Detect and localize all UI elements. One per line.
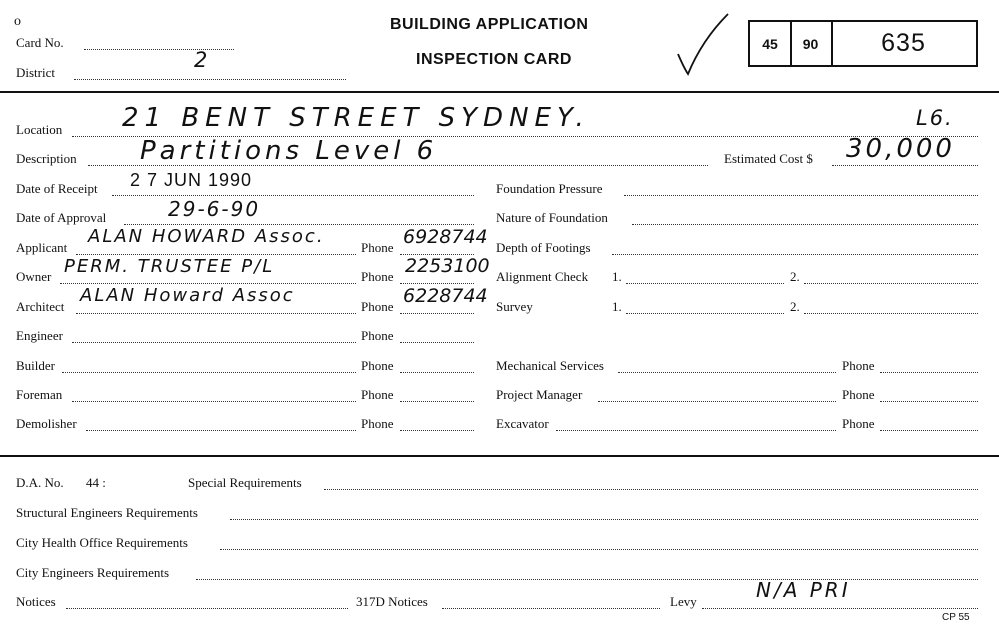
applicant-value: ALAN HOWARD Assoc. (88, 226, 325, 247)
survey-label: Survey (496, 299, 533, 314)
excavator-phone-field[interactable] (880, 430, 978, 431)
foundation-pressure-label: Foundation Pressure (496, 181, 603, 196)
approval-field[interactable] (124, 224, 474, 225)
applicant-label: Applicant (16, 240, 68, 255)
health-requirements-label: City Health Office Requirements (16, 535, 188, 550)
foreman-phone-field[interactable] (400, 401, 474, 402)
levy-label: Levy (670, 594, 697, 609)
reference-box (748, 20, 978, 67)
project-manager-label: Project Manager (496, 387, 583, 402)
title-line-1: BUILDING APPLICATION (390, 16, 589, 33)
survey-field-2[interactable] (804, 313, 978, 314)
ref-cell-1: 45 (750, 22, 792, 65)
project-manager-field[interactable] (598, 401, 836, 402)
owner-phone-field[interactable] (400, 283, 474, 284)
foreman-label: Foreman (16, 387, 63, 402)
da-value: 44 : (86, 475, 106, 490)
middle-rule (0, 455, 999, 457)
survey-num-1: 1. (612, 299, 622, 314)
foreman-phone-label: Phone (361, 387, 394, 402)
builder-label: Builder (16, 358, 55, 373)
foreman-field[interactable] (72, 401, 356, 402)
estimated-cost-field[interactable] (832, 165, 978, 166)
approval-label: Date of Approval (16, 210, 107, 225)
builder-phone-label: Phone (361, 358, 394, 373)
engineer-field[interactable] (72, 342, 356, 343)
location-value: 21 BENT STREET SYDNEY. (122, 103, 590, 133)
demolisher-phone-label: Phone (361, 416, 394, 431)
architect-value: ALAN Howard Assoc (80, 285, 295, 306)
alignment-check-num-2: 2. (790, 269, 800, 284)
excavator-field[interactable] (556, 430, 836, 431)
city-engineers-requirements-label: City Engineers Requirements (16, 565, 170, 580)
da-label: D.A. No. (16, 475, 64, 490)
owner-value: PERM. TRUSTEE P/L (64, 256, 275, 277)
card-no-label: Card No. (16, 35, 64, 50)
mechanical-label: Mechanical Services (496, 358, 604, 373)
levy-value: N/A PRI (756, 578, 851, 602)
builder-field[interactable] (62, 372, 356, 373)
top-rule (0, 91, 999, 93)
architect-phone-label: Phone (361, 299, 394, 314)
demolisher-field[interactable] (86, 430, 356, 431)
demolisher-phone-field[interactable] (400, 430, 474, 431)
alignment-check-field-2[interactable] (804, 283, 978, 284)
receipt-label: Date of Receipt (16, 181, 98, 196)
form-code: CP 55 (942, 612, 970, 623)
estimated-cost-label: Estimated Cost $ (724, 151, 813, 166)
owner-field[interactable] (60, 283, 356, 284)
engineer-phone-field[interactable] (400, 342, 474, 343)
applicant-field[interactable] (76, 254, 356, 255)
engineer-phone-label: Phone (361, 328, 394, 343)
survey-field-1[interactable] (626, 313, 784, 314)
depth-footings-label: Depth of Footings (496, 240, 591, 255)
structural-requirements-field[interactable] (230, 519, 978, 520)
city-engineers-requirements-field[interactable] (196, 579, 978, 580)
receipt-stamp: 2 7 JUN 1990 (130, 170, 253, 190)
depth-footings-field[interactable] (612, 254, 978, 255)
card-no-field[interactable] (84, 49, 234, 50)
title-line-2: INSPECTION CARD (416, 51, 572, 68)
location-extra: L6. (916, 106, 954, 130)
foundation-pressure-field[interactable] (624, 195, 978, 196)
notices-317d-label: 317D Notices (356, 594, 428, 609)
special-requirements-label: Special Requirements (188, 475, 302, 490)
approval-value: 29-6-90 (168, 197, 261, 221)
ref-cell-2: 90 (790, 22, 833, 65)
alignment-check-label: Alignment Check (496, 269, 589, 284)
owner-phone-value: 2253100 (405, 255, 490, 277)
district-field[interactable] (74, 79, 346, 80)
demolisher-label: Demolisher (16, 416, 77, 431)
architect-phone-field[interactable] (400, 313, 474, 314)
notices-field[interactable] (66, 608, 348, 609)
builder-phone-field[interactable] (400, 372, 474, 373)
nature-foundation-field[interactable] (632, 224, 978, 225)
corner-mark: o (14, 14, 21, 29)
structural-requirements-label: Structural Engineers Requirements (16, 505, 198, 520)
ref-cell-number: 635 (881, 29, 926, 57)
district-label: District (16, 65, 55, 80)
receipt-field[interactable] (112, 195, 474, 196)
architect-field[interactable] (76, 313, 356, 314)
mechanical-field[interactable] (618, 372, 836, 373)
levy-field[interactable] (702, 608, 978, 609)
applicant-phone-value: 6928744 (403, 226, 488, 248)
check-mark-icon (672, 10, 732, 82)
survey-num-2: 2. (790, 299, 800, 314)
engineer-label: Engineer (16, 328, 63, 343)
alignment-check-num-1: 1. (612, 269, 622, 284)
project-manager-phone-label: Phone (842, 387, 875, 402)
district-value: 2 (194, 48, 210, 72)
mechanical-phone-field[interactable] (880, 372, 978, 373)
alignment-check-field-1[interactable] (626, 283, 784, 284)
applicant-phone-label: Phone (361, 240, 394, 255)
description-value: Partitions Level 6 (140, 136, 438, 166)
description-label: Description (16, 151, 77, 166)
excavator-phone-label: Phone (842, 416, 875, 431)
notices-label: Notices (16, 594, 56, 609)
owner-label: Owner (16, 269, 52, 284)
owner-phone-label: Phone (361, 269, 394, 284)
mechanical-phone-label: Phone (842, 358, 875, 373)
health-requirements-field[interactable] (220, 549, 978, 550)
notices-317d-field[interactable] (442, 608, 660, 609)
special-requirements-field[interactable] (324, 489, 978, 490)
excavator-label: Excavator (496, 416, 549, 431)
location-label: Location (16, 122, 63, 137)
estimated-cost-value: 30,000 (846, 134, 955, 164)
architect-phone-value: 6228744 (403, 285, 488, 307)
nature-foundation-label: Nature of Foundation (496, 210, 608, 225)
architect-label: Architect (16, 299, 65, 314)
project-manager-phone-field[interactable] (880, 401, 978, 402)
